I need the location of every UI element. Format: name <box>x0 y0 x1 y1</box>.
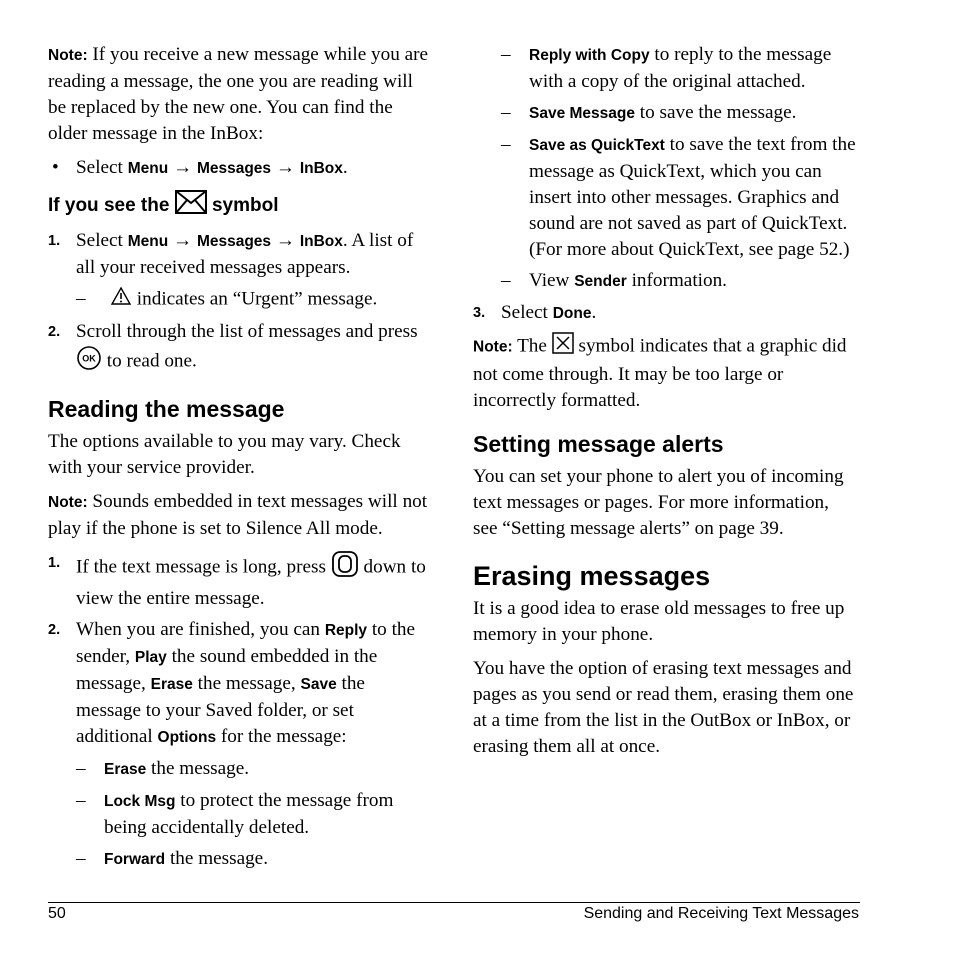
warning-icon <box>110 286 132 314</box>
note-sounds: Note: Sounds embedded in text messages will not play if the phone is set to Silence All mode. <box>48 491 428 539</box>
list-item: – Reply with Copy to reply to the message with a copy of the original attached. <box>501 44 832 92</box>
list-item: – Save as QuickText to save the text from the message as QuickText, which you can insert into other messages. Graphics and sound are not saved as part of QuickText. (For more about QuickText, see page 52.) <box>501 134 856 260</box>
list-item: – Forward the message. <box>76 848 268 869</box>
list-item: – indicates an “Urgent” message. <box>76 286 433 314</box>
menu-label: Menu <box>127 160 169 177</box>
note-text: If you receive a new message while you are reading a message, the one you are reading will be replaced by the new one. You can find the older message in the InBox: <box>48 44 429 144</box>
left-column <box>48 42 433 878</box>
list-item: – Erase the message. <box>76 758 250 779</box>
if-you-see-heading: If you see the symbol <box>48 190 433 222</box>
note-new-message <box>48 42 433 147</box>
reading-body: The options available to you may vary. Check with your service provider. <box>48 431 401 478</box>
note-broken-graphic: Note: The symbol indicates that a graphic did not come through. It may be too large or incorrectly formatted. <box>473 332 858 414</box>
right-column <box>473 42 858 768</box>
broken-graphic-icon <box>552 332 574 362</box>
list-item: – View Sender information. <box>501 270 727 291</box>
reading-heading: Reading the message <box>48 396 285 422</box>
alerts-body: You can set your phone to alert you of incoming text messages or pages. For more information, see “Setting message alerts” on page 39. <box>473 466 844 539</box>
footer-divider <box>48 902 860 903</box>
messages-label: Messages <box>196 160 272 177</box>
inbox-label: InBox <box>299 160 343 177</box>
list-item: 2. When you are finished, you can Reply to the sender, Play the sound embedded in the message, Erase the message, Save the message to your Saved folder, or set additional Options for the message: <box>48 619 416 747</box>
alerts-heading: Setting message alerts <box>473 431 724 457</box>
note-label: Note: <box>48 47 88 64</box>
list-item: 2. Scroll through the list of messages and press OK to read one. <box>48 319 433 379</box>
list-item: 1. Select Menu → Messages → InBox. A list of all your received messages appears. <box>48 230 414 278</box>
erasing-heading: Erasing messages <box>473 561 711 591</box>
chapter-title: Sending and Receiving Text Messages <box>583 905 859 922</box>
list-item: 1. If the text message is long, press down to view the entire message. <box>48 550 433 612</box>
svg-text:OK: OK <box>82 353 96 364</box>
list-item: – Lock Msg to protect the message from being accidentally deleted. <box>76 790 394 838</box>
envelope-icon <box>175 190 207 222</box>
nav-key-icon <box>331 550 359 586</box>
erasing-paragraph: It is a good idea to erase old messages to free up memory in your phone. <box>473 598 845 645</box>
list-item: • Select Menu → Messages → InBox. <box>52 157 348 178</box>
list-item: – Save Message to save the message. <box>501 102 797 123</box>
page-number: 50 <box>48 905 66 922</box>
erasing-paragraph: You have the option of erasing text messages and pages as you send or read them, erasing them one at a time from the list in the OutBox or InBox, or erasing them all at once. <box>473 658 854 757</box>
list-item: 3. Select Done. <box>473 302 597 323</box>
ok-key-icon <box>76 345 102 379</box>
